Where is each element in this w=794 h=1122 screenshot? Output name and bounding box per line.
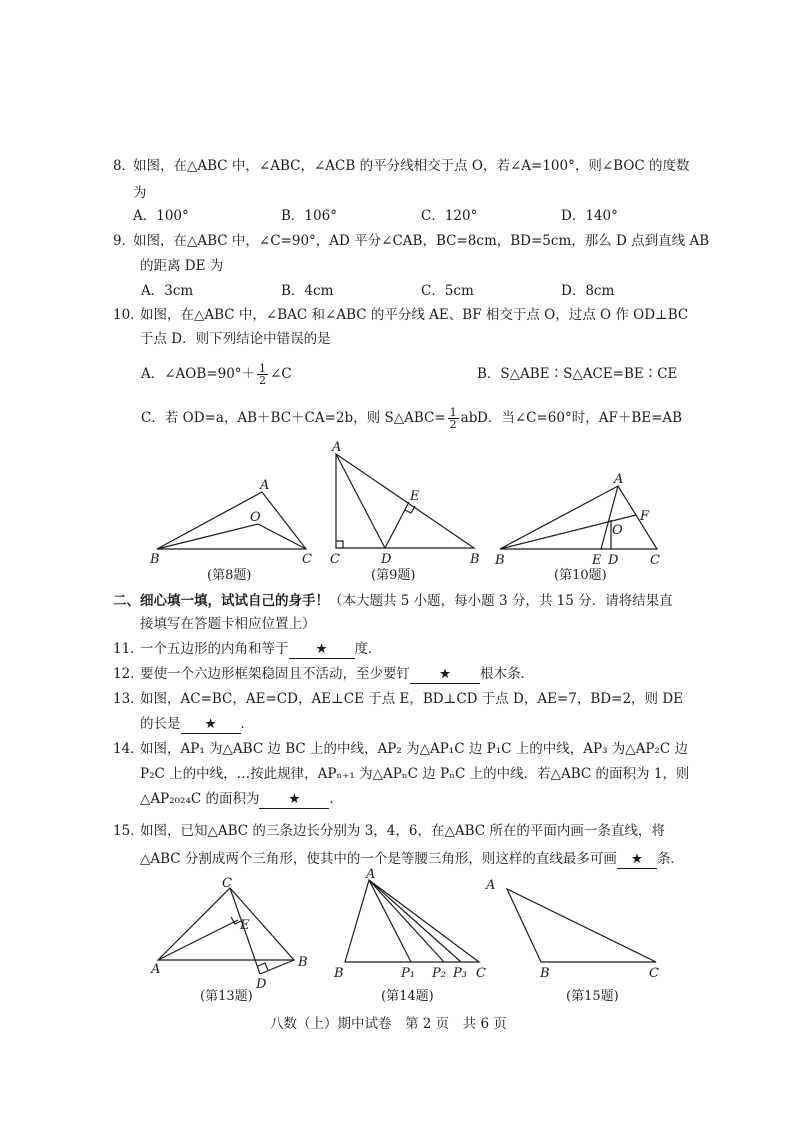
figure-10-caption: (第10题) (554, 568, 607, 583)
fig9-label-c: C (330, 552, 340, 567)
fig14-median-ap2 (369, 880, 444, 962)
figure-14 (330, 868, 495, 986)
figure-14-caption: (第14题) (381, 989, 434, 1004)
q12-number: 12． (113, 666, 144, 682)
fig10-label-e: E (592, 553, 602, 568)
fig14-label-p2: P₂ (432, 966, 446, 981)
fig10-label-o: O (612, 523, 623, 538)
q15-text-line1: 如图，已知△ABC 的三条边长分别为 3，4，6，在△ABC 所在的平面内画一条直线，将 (140, 823, 665, 839)
figure-9-caption: (第9题) (371, 568, 416, 583)
section-2-title: 二、细心填一填，试试自己的身手！ (113, 593, 329, 609)
fig8-label-c: C (302, 552, 312, 567)
q14-number: 14． (113, 741, 144, 757)
q10-option-c-fraction (448, 407, 459, 430)
fig14-label-a: A (366, 867, 376, 882)
fig8-bisector-co (258, 524, 306, 549)
q11-text-pre: 一个五边形的内角和等于 (140, 641, 289, 657)
fraction-numerator: 1 (449, 406, 457, 419)
q10-option-c-pre: C．若 OD=a，AB＋BC＋CA=2b，则 S△ABC= (141, 410, 446, 426)
fig14-median-ap1 (369, 880, 411, 962)
fig13-label-d: D (256, 977, 267, 992)
q11-text-post: 度． (354, 641, 382, 657)
fig13-right-angle-d (258, 963, 268, 970)
fig10-label-c: C (650, 553, 660, 568)
q8-number: 8． (113, 158, 136, 174)
q9-text-line2: 的距离 DE 为 (140, 258, 224, 274)
figure-13 (148, 872, 318, 990)
fig13-label-e: E (240, 918, 250, 933)
fig15-label-b: B (540, 966, 550, 981)
fraction-denominator: 2 (259, 374, 267, 387)
fig8-label-a: A (260, 478, 270, 493)
q8-option-d: D．140° (561, 208, 618, 224)
figure-8 (145, 475, 325, 570)
q10-text-line2: 于点 D．则下列结论中错误的是 (140, 331, 331, 347)
fig10-label-b: B (495, 553, 505, 568)
fig13-label-b: B (298, 955, 308, 970)
q15-answer-blank: ★ (617, 850, 657, 869)
q8-option-b: B．106° (281, 208, 337, 224)
q15-text-post: 条． (656, 851, 684, 867)
fraction-numerator: 1 (259, 362, 267, 375)
q14-text-line2: P₂C 上的中线，…按此规律，APₙ₊₁ 为△APₙC 边 PₙC 上的中线．若△ABC 的面积为 1，则 (140, 766, 690, 782)
q9-number: 9． (113, 233, 136, 249)
fig14-median-ap3 (369, 880, 461, 962)
fig9-right-angle-c (336, 541, 343, 548)
q8-text-line2: 为 (133, 185, 147, 201)
q10-option-a-fraction (257, 363, 268, 386)
q10-option-a-pre: A．∠AOB=90°＋ (141, 366, 256, 382)
fig13-label-a: A (151, 962, 161, 977)
fig13-line-bd (260, 960, 294, 974)
q10-option-c-post: ab (460, 410, 478, 426)
q14-text-line1: 如图，AP₁ 为△ABC 边 BC 上的中线，AP₂ 为△AP₁C 边 P₁C 上的中线，AP₃ 为△AP₂C 边 (140, 741, 689, 757)
q11-answer-blank: ★ (289, 640, 355, 659)
q10-option-d: D．当∠C=60°时，AF＋BE=AB (477, 410, 683, 426)
fig14-label-b: B (334, 966, 344, 981)
q12-text-post: 根木条． (480, 666, 534, 682)
q9-text-line1: 如图，在△ABC 中，∠C=90°，AD 平分∠CAB，BC=8cm，BD=5cm，那么 D 点到直线 AB (133, 233, 710, 249)
q10-option-b: B．S△ABE∶S△ACE=BE∶CE (477, 366, 678, 382)
figure-13-caption: (第13题) (200, 989, 253, 1004)
fig13-label-c: C (222, 876, 232, 891)
fraction-denominator: 2 (449, 418, 457, 431)
fig14-label-p1: P₁ (401, 966, 415, 981)
q14-line3 (140, 790, 343, 809)
q10-option-c (141, 407, 477, 430)
q10-option-a-post: ∠C (270, 366, 292, 382)
fig9-label-a: A (332, 440, 342, 455)
figure-15 (480, 870, 670, 986)
fig9-label-b: B (470, 552, 480, 567)
q10-option-a (141, 363, 292, 386)
q13-text-post: ． (240, 716, 254, 732)
q15-line2 (140, 850, 684, 869)
fig8-bisector-bo (157, 524, 258, 549)
q10-number: 10． (113, 307, 144, 323)
fig9-perpendicular-de (385, 502, 409, 548)
fig14-triangle (345, 880, 479, 962)
figure-10 (490, 468, 670, 570)
fig14-label-c: C (476, 966, 486, 981)
q13-text-line1: 如图，AC=BC，AE=CD，AE⊥CE 于点 E，BD⊥CD 于点 D，AE=7，BD=2，则 DE (140, 691, 683, 707)
fig9-triangle (336, 454, 474, 548)
q15-text-pre: △ABC 分割成两个三角形，使其中的一个是等腰三角形，则这样的直线最多可画 (140, 851, 617, 867)
q13-line2 (140, 715, 254, 734)
fig14-label-p3: P₃ (453, 966, 467, 981)
fig8-label-o: O (250, 510, 261, 525)
q12-text-pre: 要使一个六边形框架稳固且不活动，至少要钉 (140, 666, 410, 682)
section-2-note-line2: 接填写在答题卡相应位置上） (140, 616, 316, 632)
fig8-label-b: B (150, 552, 160, 567)
q8-option-c: C．120° (421, 208, 478, 224)
q8-option-a: A．100° (133, 208, 189, 224)
q15-number: 15． (113, 823, 144, 839)
section-2-heading (113, 592, 673, 610)
fig10-label-f: F (640, 509, 650, 524)
q11-line (140, 640, 382, 659)
fig8-triangle (157, 492, 306, 549)
fig15-label-a: A (486, 878, 496, 893)
section-2-note-line1: （本大题共 5 小题，每小题 3 分，共 15 分．请将结果直 (329, 593, 673, 609)
q14-text-pre: △AP₂₀₂₄C 的面积为 (140, 791, 260, 807)
fig15-label-c: C (649, 966, 659, 981)
figure-15-caption: (第15题) (566, 989, 619, 1004)
q12-line (140, 665, 534, 684)
q8-text-line1: 如图，在△ABC 中，∠ABC，∠ACB 的平分线相交于点 O，若∠A=100°，则∠BOC 的度数 (133, 158, 690, 174)
q9-option-a: A．3cm (141, 283, 194, 299)
q12-answer-blank: ★ (410, 665, 480, 684)
fig10-label-a: A (614, 472, 624, 487)
fig9-label-d: D (381, 552, 392, 567)
q10-text-line1: 如图，在△ABC 中，∠BAC 和∠ABC 的平分线 AE、BF 相交于点 O，过点 O 作 OD⊥BC (140, 307, 689, 323)
q14-text-post: ． (329, 791, 343, 807)
fig10-label-d: D (608, 553, 619, 568)
q11-number: 11． (113, 641, 144, 657)
fig10-bisector-ae (601, 486, 618, 549)
q9-option-b: B．4cm (281, 283, 334, 299)
figure-8-caption: (第8题) (207, 568, 252, 583)
q9-option-d: D．8cm (561, 283, 615, 299)
fig10-triangle (500, 486, 657, 549)
page-footer: 八数（上）期中试卷 第 2 页 共 6 页 (270, 1016, 507, 1032)
q13-text-pre: 的长是 (140, 716, 181, 732)
figure-9 (325, 435, 490, 570)
q13-answer-blank: ★ (181, 715, 241, 734)
fig13-line-ae (158, 920, 238, 960)
fig15-triangle (507, 889, 656, 962)
q9-option-c: C．5cm (421, 283, 474, 299)
q13-number: 13． (113, 691, 144, 707)
q14-answer-blank: ★ (259, 790, 329, 809)
fig9-label-e: E (410, 489, 420, 504)
fig9-bisector-ad (336, 454, 385, 548)
